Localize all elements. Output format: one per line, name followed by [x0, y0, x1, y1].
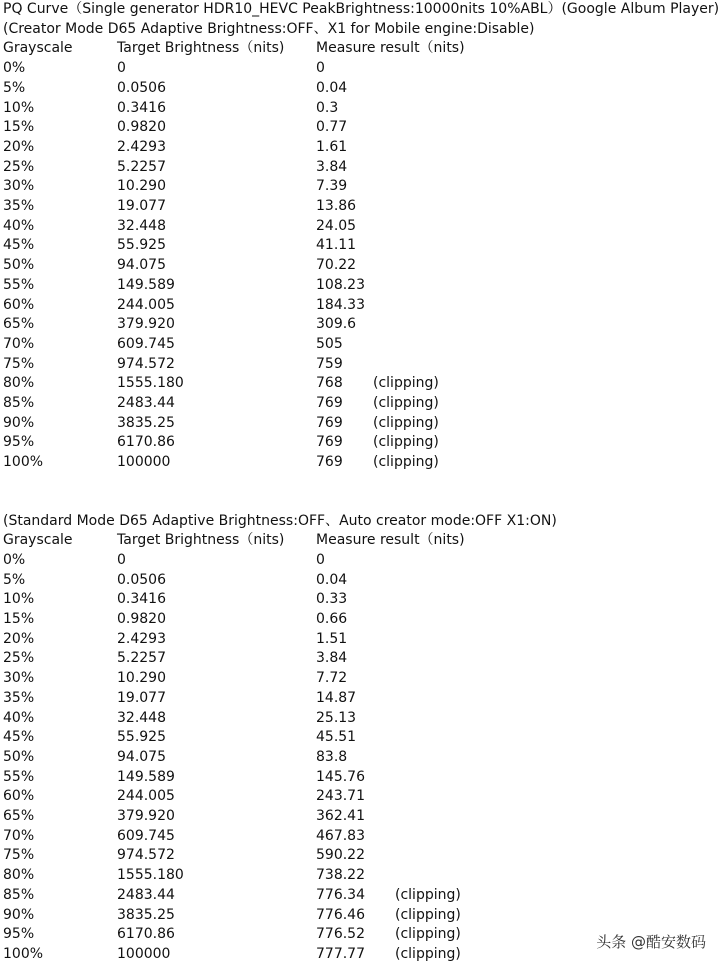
measure-cell: 3.84 [316, 650, 348, 667]
grayscale-cell: 90% [3, 414, 35, 431]
table-row [0, 906, 720, 926]
measure-cell: 467.83 [316, 827, 365, 844]
table-row [0, 866, 720, 886]
target-cell: 0.0506 [117, 571, 166, 588]
table-row [0, 276, 720, 296]
grayscale-cell: 65% [3, 316, 35, 333]
target-cell: 94.075 [117, 748, 166, 765]
table-row [0, 689, 720, 709]
measure-cell: 0 [316, 551, 325, 568]
target-cell: 6170.86 [117, 926, 175, 943]
measure-cell: 13.86 [316, 198, 357, 214]
measure-cell: 309.6 [316, 316, 357, 333]
measure-cell: 0.33 [316, 591, 348, 608]
grayscale-cell: 60% [3, 296, 35, 313]
measure-cell: 769 [316, 414, 343, 431]
table-header [0, 39, 720, 59]
grayscale-cell: 95% [3, 926, 35, 943]
clipping-note: (clipping) [373, 414, 439, 431]
target-cell: 3835.25 [117, 414, 175, 431]
measure-cell: 243.71 [316, 788, 365, 805]
table-row [0, 630, 720, 650]
header-measure: Measure result（nits) [316, 532, 465, 549]
target-cell: 2483.44 [117, 395, 175, 411]
page-title: PQ Curve（Single generator HDR10_HEVC PeakBrightness:10000nits 10%ABL）(Google Album Player) [3, 1, 720, 17]
grayscale-cell: 5% [3, 79, 26, 96]
table-row [0, 787, 720, 807]
grayscale-cell: 25% [3, 650, 35, 667]
clipping-note: (clipping) [395, 906, 461, 923]
target-cell: 32.448 [117, 709, 166, 726]
grayscale-cell: 40% [3, 217, 35, 234]
measure-cell: 145.76 [316, 768, 365, 785]
table-row [0, 197, 720, 217]
clipping-note: (clipping) [395, 886, 461, 903]
clipping-note: (clipping) [373, 454, 439, 471]
section-subtitle: (Creator Mode D65 Adaptive Brightness:OFF、X1 for Mobile engine:Disable) [3, 20, 535, 37]
table-row [0, 315, 720, 335]
grayscale-cell: 60% [3, 788, 35, 805]
measure-cell: 590.22 [316, 847, 365, 864]
table-row [0, 414, 720, 434]
grayscale-cell: 55% [3, 276, 35, 293]
measure-cell: 362.41 [316, 808, 365, 824]
table-row [0, 59, 720, 79]
table-row [0, 394, 720, 414]
grayscale-cell: 45% [3, 729, 35, 746]
table-row [0, 709, 720, 729]
measure-cell: 769 [316, 454, 343, 471]
target-cell: 94.075 [117, 257, 166, 274]
measure-cell: 108.23 [316, 276, 365, 293]
grayscale-cell: 15% [3, 119, 35, 136]
measure-cell: 14.87 [316, 689, 357, 706]
grayscale-cell: 35% [3, 198, 35, 214]
target-cell: 19.077 [117, 198, 166, 214]
measure-cell: 0.04 [316, 79, 348, 96]
table-row [0, 374, 720, 394]
target-cell: 2.4293 [117, 138, 166, 155]
target-cell: 2.4293 [117, 630, 166, 647]
clipping-note: (clipping) [395, 945, 461, 962]
measure-cell: 738.22 [316, 867, 365, 884]
grayscale-cell: 25% [3, 158, 35, 175]
table-row [0, 827, 720, 847]
target-cell: 379.920 [117, 808, 175, 824]
grayscale-cell: 30% [3, 670, 35, 687]
target-cell: 1555.180 [117, 867, 184, 884]
measure-cell: 768 [316, 375, 343, 392]
measure-cell: 3.84 [316, 158, 348, 175]
measure-cell: 776.52 [316, 926, 365, 943]
grayscale-cell: 55% [3, 768, 35, 785]
target-cell: 55.925 [117, 237, 166, 254]
target-cell: 0.0506 [117, 79, 166, 96]
measure-cell: 0.77 [316, 119, 348, 136]
grayscale-cell: 20% [3, 630, 35, 647]
grayscale-cell: 50% [3, 748, 35, 765]
table-row [0, 551, 720, 571]
table-row [0, 158, 720, 178]
grayscale-cell: 40% [3, 709, 35, 726]
measure-cell: 1.61 [316, 138, 348, 155]
target-cell: 32.448 [117, 217, 166, 234]
header-grayscale: Grayscale [3, 40, 73, 57]
grayscale-cell: 95% [3, 434, 35, 451]
header-target: Target Brightness（nits) [117, 40, 285, 57]
table-row [0, 217, 720, 237]
table-row [0, 768, 720, 788]
measure-cell: 0.04 [316, 571, 348, 588]
clipping-note: (clipping) [373, 375, 439, 392]
measure-cell: 41.11 [316, 237, 357, 254]
table-row [0, 748, 720, 768]
target-cell: 19.077 [117, 689, 166, 706]
measure-cell: 759 [316, 355, 343, 372]
table-row [0, 79, 720, 99]
grayscale-cell: 10% [3, 591, 35, 608]
target-cell: 100000 [117, 945, 171, 962]
grayscale-cell: 30% [3, 178, 35, 195]
measure-cell: 7.39 [316, 178, 348, 195]
target-cell: 100000 [117, 454, 171, 471]
target-cell: 3835.25 [117, 906, 175, 923]
measure-cell: 45.51 [316, 729, 357, 746]
measure-cell: 777.77 [316, 945, 365, 962]
grayscale-cell: 35% [3, 689, 35, 706]
grayscale-cell: 75% [3, 355, 35, 372]
target-cell: 0.3416 [117, 99, 166, 116]
table-row [0, 610, 720, 630]
target-cell: 6170.86 [117, 434, 175, 451]
grayscale-cell: 100% [3, 454, 44, 471]
table-row [0, 846, 720, 866]
target-cell: 1555.180 [117, 375, 184, 392]
measure-cell: 0.3 [316, 99, 339, 116]
target-cell: 149.589 [117, 276, 175, 293]
grayscale-cell: 80% [3, 375, 35, 392]
target-cell: 974.572 [117, 847, 175, 864]
target-cell: 609.745 [117, 827, 175, 844]
target-cell: 379.920 [117, 316, 175, 333]
target-cell: 0.9820 [117, 611, 166, 627]
grayscale-cell: 80% [3, 867, 35, 884]
grayscale-cell: 70% [3, 335, 35, 352]
table-row [0, 807, 720, 827]
table-row [0, 118, 720, 138]
measure-cell: 505 [316, 335, 343, 352]
grayscale-cell: 70% [3, 827, 35, 844]
target-cell: 0.3416 [117, 591, 166, 608]
target-cell: 10.290 [117, 178, 166, 195]
measure-cell: 0 [316, 60, 325, 77]
table-row [0, 886, 720, 906]
table-row [0, 571, 720, 591]
measure-cell: 1.51 [316, 630, 348, 647]
grayscale-cell: 20% [3, 138, 35, 155]
table-row [0, 138, 720, 158]
measure-cell: 25.13 [316, 709, 357, 726]
grayscale-cell: 65% [3, 808, 35, 824]
header-target: Target Brightness（nits) [117, 532, 285, 549]
table-row [0, 590, 720, 610]
measure-cell: 7.72 [316, 670, 348, 687]
table-row [0, 256, 720, 276]
table-row [0, 99, 720, 119]
target-cell: 244.005 [117, 296, 175, 313]
table-row [0, 649, 720, 669]
table-row [0, 177, 720, 197]
target-cell: 0 [117, 60, 126, 77]
watermark: 头条 @酷安数码 [596, 933, 706, 951]
target-cell: 0 [117, 551, 126, 568]
table-row [0, 433, 720, 453]
grayscale-cell: 5% [3, 571, 26, 588]
measure-cell: 769 [316, 434, 343, 451]
grayscale-cell: 0% [3, 551, 26, 568]
header-measure: Measure result（nits) [316, 40, 465, 57]
section-subtitle: (Standard Mode D65 Adaptive Brightness:OFF、Auto creator mode:OFF X1:ON) [3, 512, 557, 529]
target-cell: 609.745 [117, 335, 175, 352]
measure-cell: 184.33 [316, 296, 365, 313]
grayscale-cell: 10% [3, 99, 35, 116]
table-row [0, 236, 720, 256]
target-cell: 2483.44 [117, 886, 175, 903]
grayscale-cell: 100% [3, 945, 44, 962]
measure-cell: 769 [316, 395, 343, 411]
measure-cell: 24.05 [316, 217, 357, 234]
grayscale-cell: 85% [3, 395, 35, 411]
table-row [0, 296, 720, 316]
target-cell: 55.925 [117, 729, 166, 746]
measure-cell: 83.8 [316, 748, 348, 765]
grayscale-cell: 75% [3, 847, 35, 864]
grayscale-cell: 45% [3, 237, 35, 254]
table-row [0, 335, 720, 355]
target-cell: 244.005 [117, 788, 175, 805]
target-cell: 974.572 [117, 355, 175, 372]
measure-cell: 776.34 [316, 886, 365, 903]
target-cell: 0.9820 [117, 119, 166, 136]
grayscale-cell: 50% [3, 257, 35, 274]
grayscale-cell: 0% [3, 60, 26, 77]
table-row [0, 669, 720, 689]
clipping-note: (clipping) [395, 926, 461, 943]
header-grayscale: Grayscale [3, 532, 73, 549]
clipping-note: (clipping) [373, 395, 439, 411]
target-cell: 5.2257 [117, 158, 166, 175]
measure-cell: 70.22 [316, 257, 357, 274]
clipping-note: (clipping) [373, 434, 439, 451]
table-row [0, 728, 720, 748]
target-cell: 10.290 [117, 670, 166, 687]
measure-cell: 776.46 [316, 906, 365, 923]
target-cell: 149.589 [117, 768, 175, 785]
grayscale-cell: 90% [3, 906, 35, 923]
grayscale-cell: 15% [3, 611, 35, 627]
measure-cell: 0.66 [316, 611, 348, 627]
target-cell: 5.2257 [117, 650, 166, 667]
grayscale-cell: 85% [3, 886, 35, 903]
table-row [0, 355, 720, 375]
table-header [0, 531, 720, 551]
table-row [0, 453, 720, 473]
